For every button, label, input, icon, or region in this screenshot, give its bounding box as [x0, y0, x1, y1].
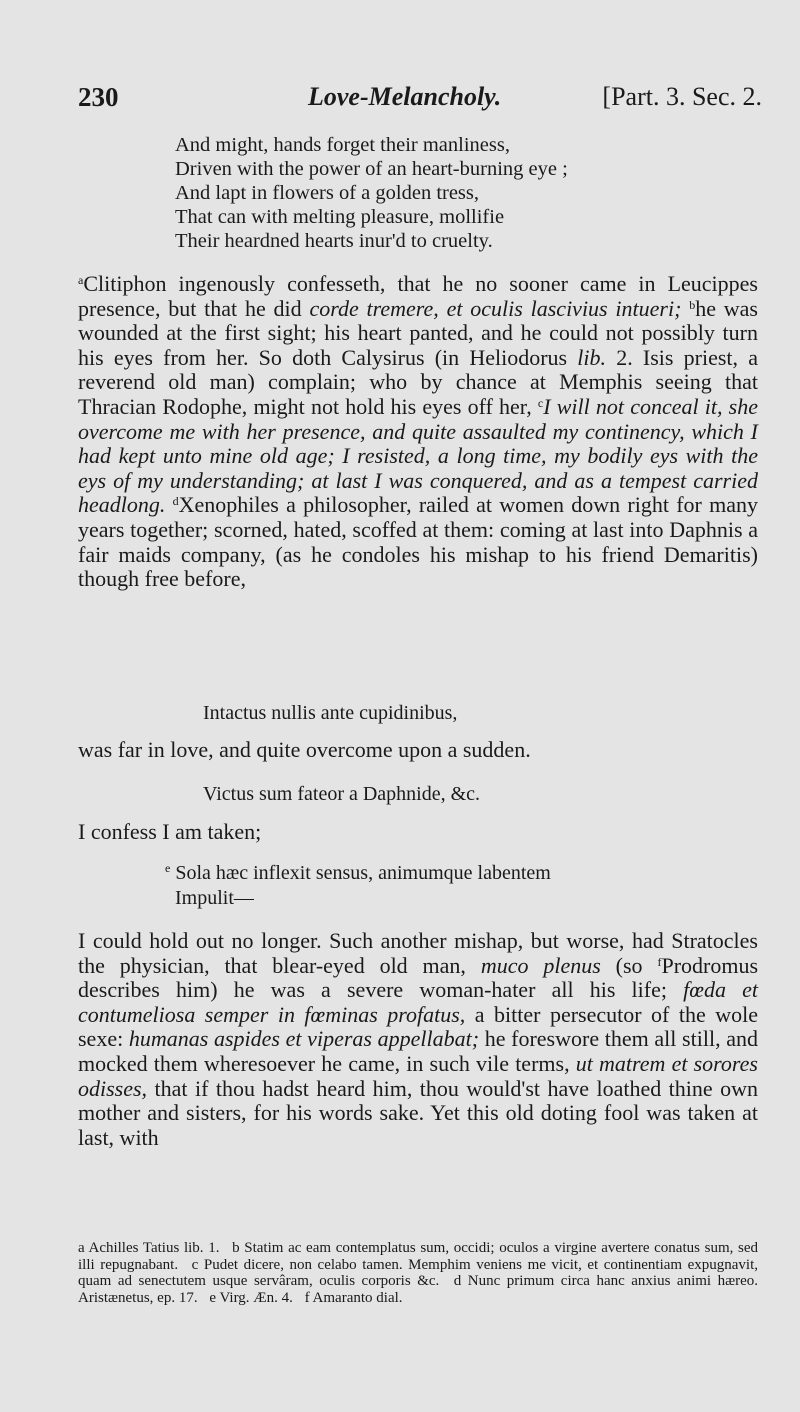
paragraph-stratocles: [78, 929, 758, 1150]
latin-run: muco plenus: [480, 952, 601, 978]
verse-line: And might, hands forget their manliness,: [175, 134, 510, 156]
part-section: [Part. 3. Sec. 2.: [602, 82, 762, 111]
footnote: e Virg. Æn. 4.: [209, 1289, 293, 1306]
text-run: 2. Isis priest, a reverend old man) complain; who by chance at Memphis seeing that Thracian Rodophe, might not hold his eyes off her,: [78, 344, 758, 419]
verse-line: That can with melting pleasure, mollifie: [175, 206, 505, 228]
text-run: a bitter persecutor of the wole sexe:: [78, 1001, 758, 1052]
footnote-mark: a: [78, 273, 84, 287]
footnote-mark: e: [165, 861, 171, 875]
text-run: I could hold out no longer. Such another mishap, but worse, had Stratocles the physician, that blear-eyed old man,: [78, 928, 758, 978]
text-line: was far in love, and quite overcome upon a sudden.: [78, 737, 531, 762]
text-run: Xenophiles a philosopher, railed at women down right for many years together; scorned, hated, scoffed at them: coming at last into Daphnis a fair maids company, (as he condoles his mishap to his friend Demaritis) though free before,: [78, 492, 759, 592]
footnotes: [78, 1240, 758, 1306]
latin-run: ut matrem et sorores odisses,: [78, 1050, 758, 1101]
latin-quote: Intactus nullis ante cupidinibus,: [203, 702, 458, 724]
text-run: Clitiphon ingenously confesseth, that he no sooner came in Leucippes presence, but that he did: [78, 271, 758, 321]
footnote: d Nunc primum circa hanc anxius animi hæreo. Aristænetus, ep. 17.: [78, 1273, 759, 1306]
verse-line: Driven with the power of an heart-burning eye ;: [175, 158, 568, 180]
latin-quote: [165, 862, 551, 885]
verse-line: Their heardned hearts inur'd to cruelty.: [175, 230, 493, 252]
verse-block: [175, 133, 568, 253]
latin-run: corde tremere, et oculis lascivius intueri;: [309, 295, 682, 321]
text-line: I confess I am taken;: [78, 819, 262, 844]
footnote: f Amaranto dial.: [304, 1289, 403, 1306]
text-run: Prodromus describes him) he was a severe woman-hater all his life;: [78, 952, 759, 1003]
footnote: c Pudet dicere, non celabo tamen. Memphim veniens me vicit, et continentiam expugnavit, quam ad senectutem usque servâram, oculis corporis &c.: [78, 1256, 759, 1289]
footnote-mark: d: [172, 494, 179, 509]
quote-text: Sola hæc inflexit sensus, animumque labentem: [175, 862, 551, 884]
latin-run: lib.: [577, 344, 607, 370]
footnote-mark: b: [689, 297, 696, 312]
latin-run: fœda et contumeliosa semper in fœminas profatus,: [78, 977, 759, 1027]
page-number: 230: [78, 82, 119, 112]
footnote-mark: f: [657, 954, 662, 969]
latin-quote: Impulit—: [175, 887, 254, 909]
footnote: b Statim ac eam contemplatus sum, occidi; oculos a virgine avertere conatus sum, sed illi repugnabant.: [78, 1240, 759, 1273]
footnote-mark: c: [537, 395, 544, 410]
running-title: Love-Melancholy.: [308, 82, 502, 111]
text-run: (so: [600, 952, 658, 978]
paragraph-clitiphon: [78, 272, 758, 592]
verse-line: And lapt in flowers of a golden tress,: [175, 182, 480, 204]
footnote: a Achilles Tatius lib. 1.: [78, 1240, 220, 1256]
italic-run: I will not conceal it, she overcome me with her presence, and quite assaulted my continency, which I had kept unto mine old age; I resisted, a long time, my bodily eys with the eys of my understanding; at last I was conquered, and as a tempest carried headlong.: [78, 393, 758, 518]
text-run: he foreswore them all still, and mocked them wheresoever he came, in such vile terms,: [78, 1026, 758, 1076]
latin-run: humanas aspides et viperas appellabat;: [128, 1026, 480, 1052]
latin-quote: Victus sum fateor a Daphnide, &c.: [203, 783, 481, 805]
text-run: that if thou hadst heard him, thou would'st have loathed thine own mother and sisters, for his words sake. Yet this old doting fool was taken at last, with: [78, 1075, 758, 1150]
page-header: [78, 82, 762, 122]
text-run: he was wounded at the first sight; his heart panted, and he could not possibly turn his eyes from her. So doth Calysirus (in Heliodorus: [78, 295, 758, 370]
